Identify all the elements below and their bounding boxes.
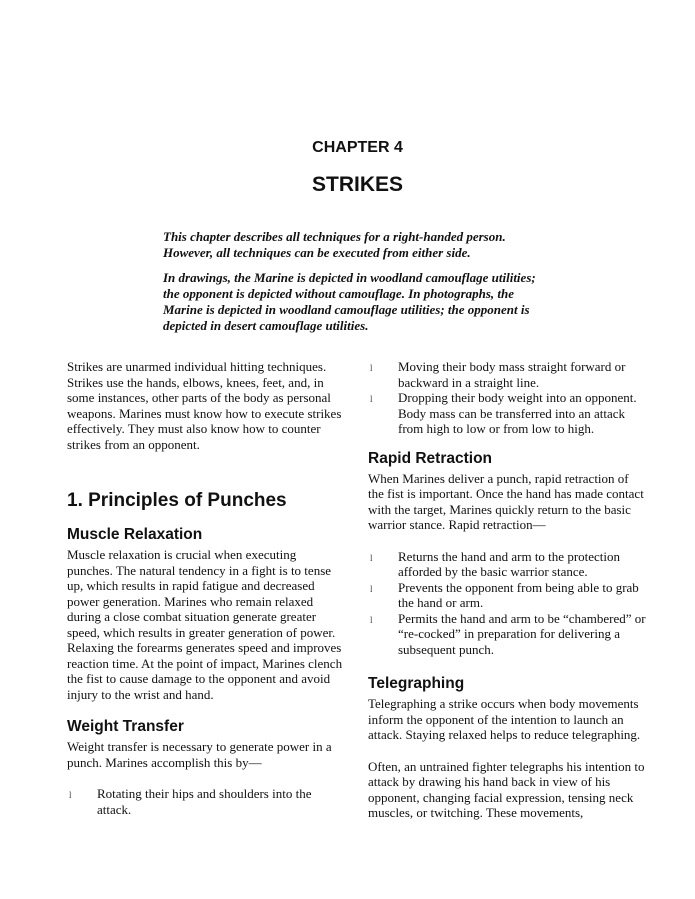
list-item: l Prevents the opponent from being able to grab the hand or arm. [370,579,639,610]
bullet-icon: l [370,552,373,563]
list-item: l Moving their body mass straight forward or backward in a straight line. [370,359,626,390]
intro-paragraph-2: In drawings, the Marine is depicted in woodland camouflage utilities; the opponent is depicted without camouflage. In photographs, the Marine is depicted in woodland camouflage utilities; the opponent is depicted in desert camouflage utilities. [163,270,536,333]
section-heading-principles-of-punches: 1. Principles of Punches [67,490,287,511]
subheading-weight-transfer: Weight Transfer [67,718,184,735]
bullet-icon: l [370,394,373,404]
chapter-title: STRIKES [311,173,403,196]
rapid-retraction-paragraph: When Marines deliver a punch, rapid retraction of the fist is important. Once the hand has made contact with the target, Marines quickly return to the basic warrior stance. Rapid retraction— [368,470,644,532]
list-item: l Returns the hand and arm to the protection afforded by the basic warrior stance. [370,548,621,579]
muscle-relaxation-paragraph: Muscle relaxation is crucial when executing punches. The natural tendency in a fight is to tense up, which results in rapid fatigue and decreased power generation. Marines who remain relaxed during a close combat situation generate greater speed, which results in greater generation of power. Relaxing the forearms generates speed and improves reaction time. At the point of impact, Marines clench the fist to cause damage to the opponent and avoid injury to the wrist and hand. [67,547,343,702]
weight-transfer-paragraph: Weight transfer is necessary to generate power in a punch. Marines accomplish this by— [67,739,332,770]
subheading-telegraphing: Telegraphing [368,675,465,692]
bullet-icon: l [69,790,72,800]
bullet-icon: l [370,363,373,373]
rapid-retraction-list [368,549,647,658]
telegraphing-paragraph-2: Often, an untrained fighter telegraphs his intention to attack by drawing his hand back in view of his opponent, changing facial expression, tensing neck muscles, or twitching. These movements, [368,758,645,820]
left-column [67,359,343,817]
weight-transfer-list-right [368,359,647,437]
telegraphing-paragraph-1: Telegraphing a strike occurs when body movements inform the opponent of the intention to launch an attack. Staying relaxed helps to reduce telegraphing. [368,696,641,742]
right-column [368,359,647,821]
bullet-icon: l [370,614,373,625]
list-item: l Permits the hand and arm to be “chambered” or “re-cocked” in preparation for delivering a subsequent punch. [370,610,646,657]
subheading-muscle-relaxation: Muscle Relaxation [67,526,203,543]
list-item: l Dropping their body weight into an opponent. Body mass can be transferred into an attack from high to low or from low to high. [370,390,637,436]
opening-paragraph: Strikes are unarmed individual hitting techniques. Strikes use the hands, elbows, knees, feet, and, in some instances, other parts of the body as personal weapons. Marines must know how to execute strikes effectively. They must also know how to counter strikes from an opponent. [67,359,342,452]
chapter-label: CHAPTER 4 [312,139,403,156]
list-item: l Rotating their hips and shoulders into the attack. [69,786,312,817]
bullet-icon: l [370,583,373,594]
subheading-rapid-retraction: Rapid Retraction [368,449,493,467]
intro-paragraph-1: This chapter describes all techniques for a right-handed person. However, all techniques can be executed from either side. [163,229,506,260]
weight-transfer-list-left [67,786,343,817]
